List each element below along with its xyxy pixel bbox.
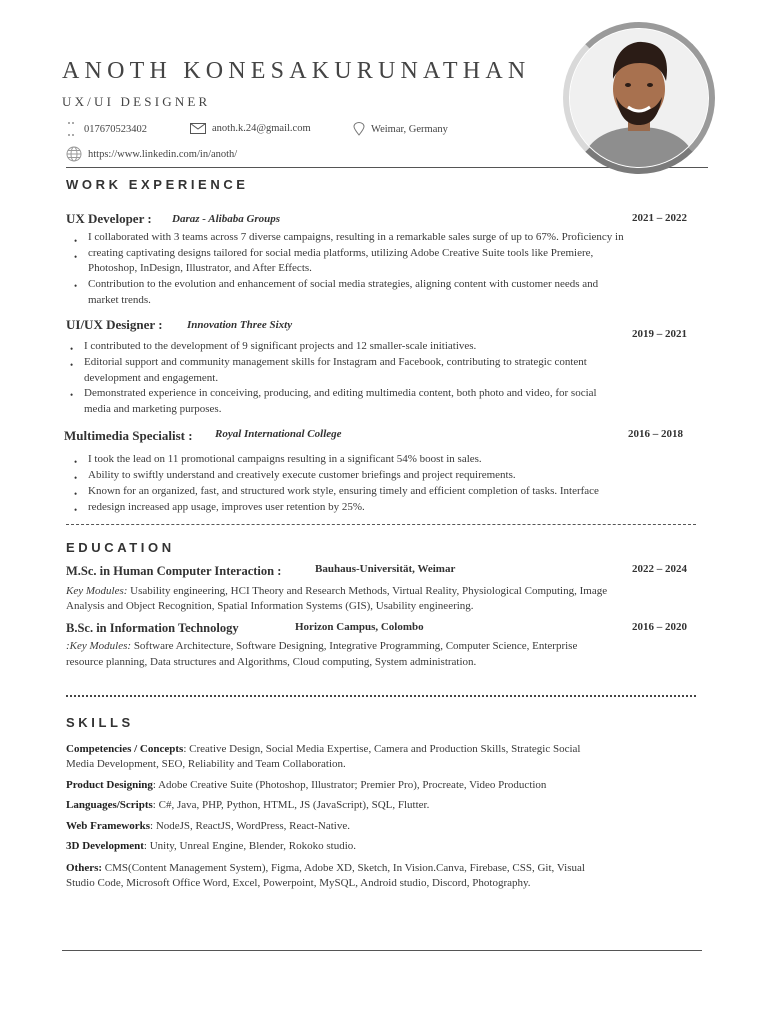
bullet-icon: • xyxy=(74,457,78,467)
modules-label: :Key Modules: xyxy=(66,640,132,652)
email-text: anoth.k.24@gmail.com xyxy=(212,123,311,134)
candidate-role: UX/UI DESIGNER xyxy=(62,94,211,109)
modules-text: Usability engineering, HCI Theory and Research Methods, Virtual Reality, Physiological Computing, Image xyxy=(127,585,608,597)
work-experience-heading: WORK EXPERIENCE xyxy=(66,177,249,192)
skill-label: Competencies / Concepts xyxy=(66,743,184,755)
contact-email[interactable] xyxy=(190,123,311,134)
candidate-name: ANOTH KONESAKURUNATHAN xyxy=(62,58,531,84)
job-description-line: Contribution to the evolution and enhancement of social media strategies, aligning content with customer needs and xyxy=(88,278,599,290)
modules-line xyxy=(66,584,607,599)
job-organization: Royal International College xyxy=(215,428,342,440)
contact-phone xyxy=(66,122,147,136)
job-organization: Daraz - Alibaba Groups xyxy=(172,213,281,225)
skill-row xyxy=(66,778,546,793)
location-pin-icon xyxy=(353,122,365,136)
job-description-line: I contributed to the development of 9 significant projects and 12 smaller-scale initiatives. xyxy=(84,340,477,352)
job-dates: 2016 – 2018 xyxy=(628,428,683,440)
phone-text: 017670523402 xyxy=(84,123,147,135)
bullet-icon: • xyxy=(74,505,78,515)
education-heading: EDUCATION xyxy=(66,540,175,555)
skill-label: Others: xyxy=(66,862,103,874)
job-title: UX Developer : xyxy=(66,211,152,226)
modules-line xyxy=(66,639,577,654)
profile-photo xyxy=(570,29,708,167)
skills-heading: SKILLS xyxy=(66,715,134,730)
job-description-line: Demonstrated experience in conceiving, producing, and editing multimedia content, both photo and video, for social xyxy=(84,387,597,399)
job-description-line: redesign increased app usage, improves user retention by 25%. xyxy=(88,501,365,513)
skill-label: Product Designing xyxy=(66,779,153,791)
job-dates: 2021 – 2022 xyxy=(632,212,687,224)
globe-icon xyxy=(66,146,82,162)
modules-line: resource planning, Data structures and Algorithms, Cloud computing, System administration. xyxy=(66,656,477,668)
job-description-line: media and marketing purposes. xyxy=(84,403,222,415)
job-description-line: market trends. xyxy=(88,294,151,306)
school-name: Horizon Campus, Colombo xyxy=(295,621,424,633)
job-description-line: I took the lead on 11 promotional campaigns resulting in a significant 54% boost in sales. xyxy=(88,453,482,465)
job-title: Multimedia Specialist : xyxy=(64,428,193,443)
skill-row xyxy=(66,819,350,834)
skill-row xyxy=(66,839,356,854)
skill-text: : Creative Design, Social Media Expertise, Camera and Production Skills, Strategic Social xyxy=(183,743,581,755)
location-text: Weimar, Germany xyxy=(371,123,448,135)
bullet-icon: • xyxy=(70,344,74,354)
bullet-icon: • xyxy=(74,473,78,483)
skill-row xyxy=(66,798,429,813)
job-description-line: Known for an organized, fast, and structured work style, ensuring timely and efficient completion of tasks. Interface xyxy=(88,485,599,497)
job-organization: Innovation Three Sixty xyxy=(187,319,293,331)
bullet-icon: • xyxy=(74,236,78,246)
skill-row-continued: Media Development, SEO, Reliability and Team Collaboration. xyxy=(66,758,346,770)
degree-title: M.Sc. in Human Computer Interaction : xyxy=(66,564,282,578)
contact-website[interactable] xyxy=(66,146,237,162)
envelope-icon xyxy=(190,123,206,134)
education-dates: 2022 – 2024 xyxy=(632,563,687,575)
section-divider xyxy=(66,695,696,697)
job-description-line: Photoshop, InDesign, Illustrator, and After Effects. xyxy=(88,262,312,274)
skill-label: Languages/Scripts xyxy=(66,799,153,811)
job-description-line: I collaborated with 3 teams across 7 diverse campaigns, resulting in a remarkable sales surge of up to 67%. Proficiency in xyxy=(88,231,624,243)
skill-label: 3D Development xyxy=(66,840,144,852)
skill-text: : NodeJS, ReactJS, WordPress, React-Native. xyxy=(150,820,350,832)
skill-label: Web Frameworks xyxy=(66,820,151,832)
job-description-line: development and engagement. xyxy=(84,372,219,384)
bullet-icon: • xyxy=(70,360,74,370)
phone-icon xyxy=(66,122,78,136)
section-divider xyxy=(66,524,696,525)
modules-label: Key Modules: xyxy=(66,585,128,597)
job-description-line: Ability to swiftly understand and creatively execute customer briefings and project requirements. xyxy=(88,469,516,481)
bullet-icon: • xyxy=(74,281,78,291)
job-description-line: creating captivating designs tailored for social media platforms, utilizing Adobe Creative Suite tools like Premiere, xyxy=(88,247,594,259)
modules-text: Software Architecture, Software Designing, Integrative Programming, Computer Science, Enterprise xyxy=(131,640,578,652)
footer-divider xyxy=(62,950,702,951)
contact-location xyxy=(353,122,448,136)
skill-text: CMS(Content Management System), Figma, Adobe XD, Sketch, In Vision.Canva, Firebase, CSS, Git, Visual xyxy=(102,862,585,874)
education-dates: 2016 – 2020 xyxy=(632,621,687,633)
modules-line: Analysis and Object Recognition, Spatial Information Systems (GIS), Usability engineering. xyxy=(66,600,474,612)
job-description-line: Editorial support and community management skills for Instagram and Facebook, contributing to strategic content xyxy=(84,356,587,368)
skill-row xyxy=(66,742,580,757)
website-text: https://www.linkedin.com/in/anoth/ xyxy=(88,148,238,160)
skill-text: : Unity, Unreal Engine, Blender, Rokoko studio. xyxy=(143,840,356,852)
skill-text: : C#, Java, PHP, Python, HTML, JS (JavaScript), SQL, Flutter. xyxy=(152,799,430,811)
skill-text: : Adobe Creative Suite (Photoshop, Illustrator; Premier Pro), Procreate, Video Production xyxy=(152,779,547,791)
skill-row xyxy=(66,861,585,876)
bullet-icon: • xyxy=(74,252,78,262)
job-title: UI/UX Designer : xyxy=(66,317,163,332)
school-name: Bauhaus-Universität, Weimar xyxy=(315,563,456,575)
degree-title: B.Sc. in Information Technology xyxy=(66,621,239,635)
skill-row-continued: Studio Code, Microsoft Office Word, Excel, Powerpoint, MySQL, Android studio, Discord, Photography. xyxy=(66,877,531,889)
job-dates: 2019 – 2021 xyxy=(632,328,687,340)
bullet-icon: • xyxy=(74,489,78,499)
bullet-icon: • xyxy=(70,390,74,400)
